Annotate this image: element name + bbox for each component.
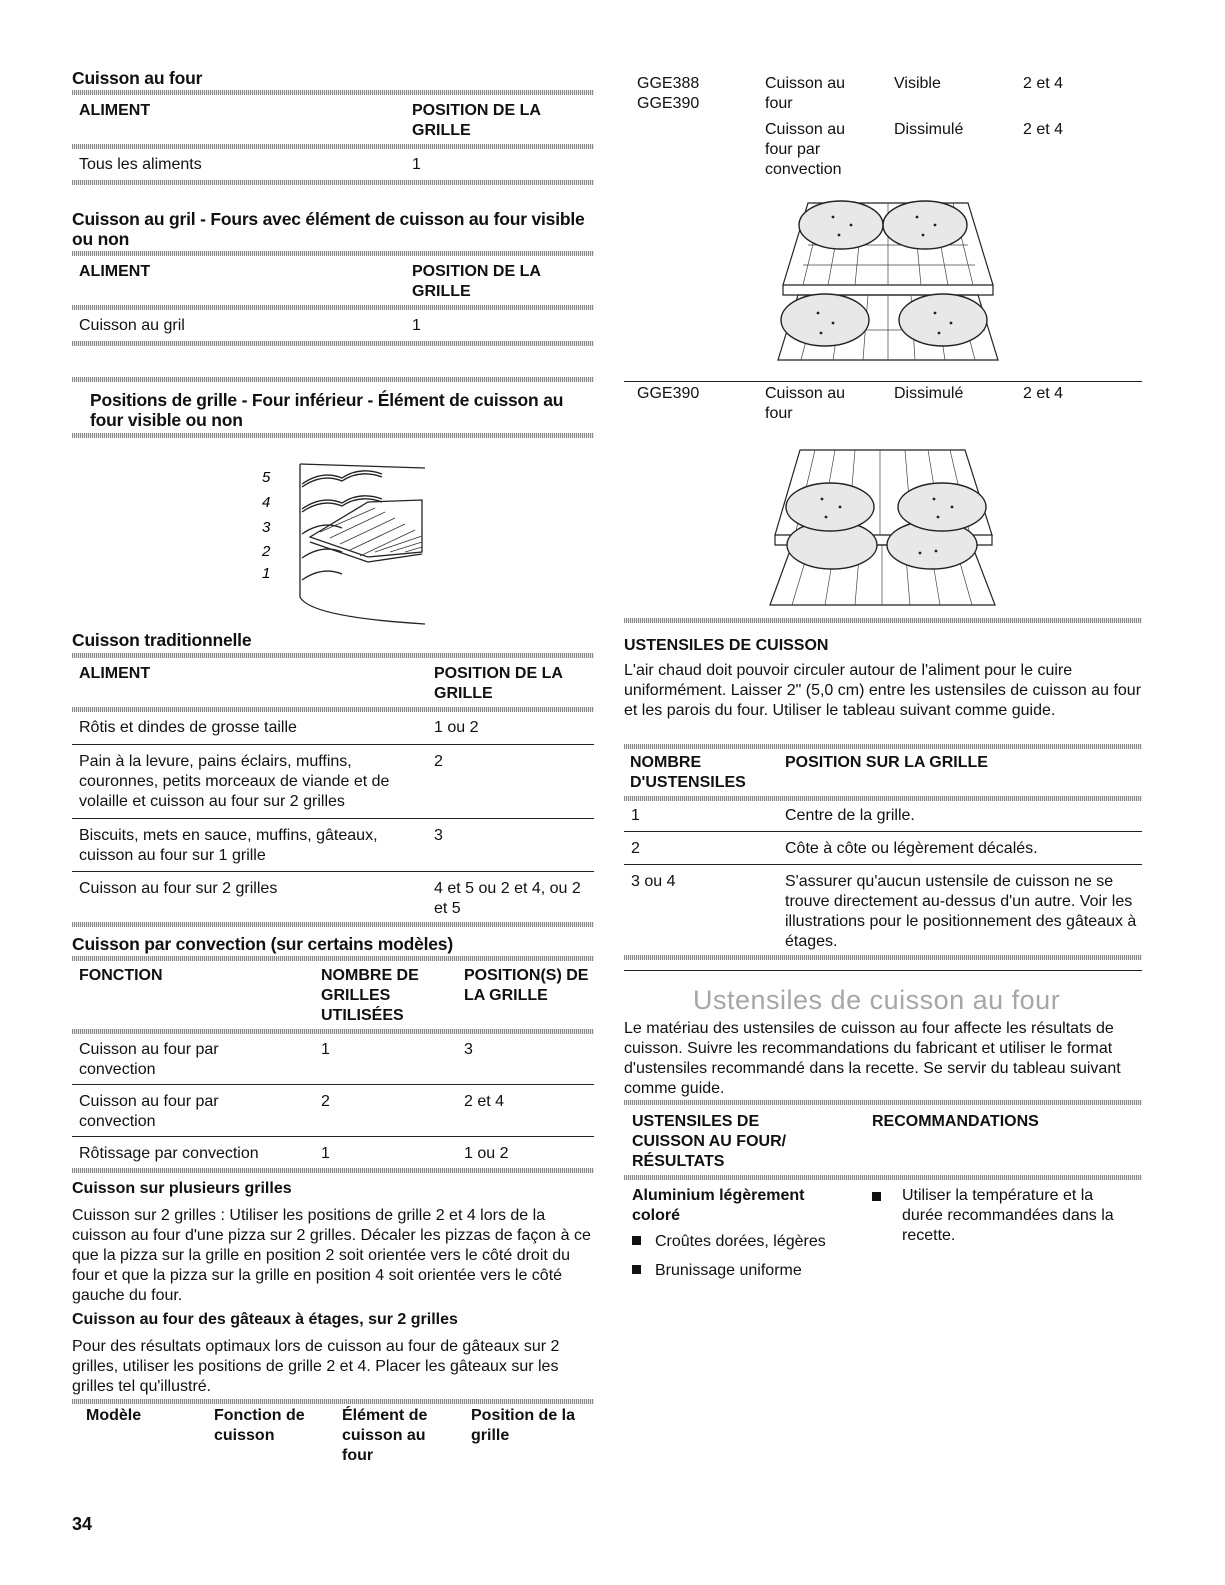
table-cell: 3 bbox=[464, 1041, 473, 1058]
divider bbox=[72, 1168, 594, 1173]
section-title-convection: Cuisson par convection (sur certains modèles) bbox=[72, 934, 453, 954]
divider bbox=[72, 956, 594, 961]
col-header-fonction: FONCTION bbox=[79, 967, 163, 984]
section-title-cuisson-au-four: Cuisson au four bbox=[72, 68, 203, 88]
row-rule bbox=[624, 970, 1142, 971]
table-cell: 3 bbox=[434, 827, 443, 844]
rack-positions-illustration bbox=[250, 452, 430, 627]
col-header-position: Position de la grille bbox=[471, 1407, 576, 1444]
table-cell: 1 bbox=[412, 156, 421, 173]
divider bbox=[72, 90, 594, 95]
row-rule bbox=[72, 818, 594, 819]
table-cell: Dissimulé bbox=[894, 121, 964, 138]
row-rule bbox=[72, 1136, 594, 1137]
table-cell: 1 ou 2 bbox=[464, 1145, 509, 1162]
row-rule bbox=[72, 1084, 594, 1085]
table-cell: Côte à côte ou légèrement décalés. bbox=[785, 840, 1038, 857]
divider bbox=[624, 796, 1142, 801]
table-cell: Pain à la levure, pains éclairs, muffins, couronnes, petits morceaux de viande et de volaille et cuisson au four sur 2 grilles bbox=[79, 753, 390, 810]
table-cell: Rôtissage par convection bbox=[79, 1145, 259, 1162]
section-title-traditionnelle: Cuisson traditionnelle bbox=[72, 630, 252, 650]
divider bbox=[624, 955, 1142, 960]
table-cell: Cuisson au gril bbox=[79, 317, 185, 334]
divider bbox=[72, 377, 594, 382]
page-number: 34 bbox=[72, 1514, 93, 1534]
table-cell: Tous les aliments bbox=[79, 156, 202, 173]
paragraph: Pour des résultats optimaux lors de cuisson au four de gâteaux sur 2 grilles, utiliser les positions de grille 2 et 4. Placer les gâteaux sur les grilles tel qu'illustré. bbox=[72, 1338, 560, 1395]
subsection-title-gateaux: Cuisson au four des gâteaux à étages, sur 2 grilles bbox=[72, 1311, 458, 1328]
table-cell: 1 bbox=[412, 317, 421, 334]
divider bbox=[72, 433, 594, 438]
bullet-icon bbox=[632, 1236, 641, 1245]
divider bbox=[72, 341, 594, 346]
table-cell: 3 ou 4 bbox=[631, 873, 676, 890]
section-title-gril: Cuisson au gril - Fours avec élément de cuisson au four visible ou non bbox=[72, 209, 585, 249]
divider bbox=[72, 653, 594, 658]
col-header-nombre: NOMBRE D'USTENSILES bbox=[630, 754, 746, 791]
table-cell: 1 ou 2 bbox=[434, 719, 479, 736]
divider bbox=[624, 618, 1142, 623]
divider bbox=[624, 1175, 1142, 1180]
paragraph: Cuisson sur 2 grilles : Utiliser les positions de grille 2 et 4 lors de la cuisson au four d'une pizza sur 2 grilles. Décaler les pizzas de façon à ce que la pizza sur la grille en position 2 soit orientée vers le côté droit du four et que la pizza sur la grille en position 4 soit orientée vers le côté gauche du four. bbox=[72, 1207, 591, 1304]
divider bbox=[72, 180, 594, 185]
divider bbox=[72, 305, 594, 310]
row-rule bbox=[72, 871, 594, 872]
row-rule bbox=[72, 744, 594, 745]
divider bbox=[72, 1399, 594, 1404]
table-cell: 2 bbox=[434, 753, 443, 770]
table-cell: 2 et 4 bbox=[1023, 75, 1064, 92]
divider bbox=[72, 144, 594, 149]
paragraph: Le matériau des ustensiles de cuisson au four affecte les résultats de cuisson. Suivre les recommandations du fabricant et utiliser le format d'ustensiles recommandé dans la recette. Se servir du tableau suivant comme guide. bbox=[624, 1020, 1121, 1097]
row-rule bbox=[624, 864, 1142, 865]
divider bbox=[72, 1029, 594, 1034]
cake-rack-illustration-bake bbox=[760, 445, 1000, 610]
divider bbox=[624, 1100, 1142, 1105]
list-item-text: Brunissage uniforme bbox=[655, 1262, 802, 1279]
col-header-aliment: ALIMENT bbox=[79, 665, 151, 682]
table-cell: 2 bbox=[321, 1093, 330, 1110]
divider bbox=[72, 707, 594, 712]
table-cell: 4 et 5 ou 2 et 4, ou 2 et 5 bbox=[434, 880, 581, 917]
col-header-modele: Modèle bbox=[86, 1407, 142, 1424]
bullet-icon bbox=[632, 1265, 641, 1274]
table-cell: Cuisson au four par convection bbox=[765, 121, 846, 178]
table-cell: 2 et 4 bbox=[464, 1093, 505, 1110]
table-cell: 2 et 4 bbox=[1023, 121, 1064, 138]
col-header-nombre: NOMBRE DE GRILLES UTILISÉES bbox=[321, 967, 419, 1024]
rack-label-2: 2 bbox=[262, 543, 271, 560]
table-cell: 1 bbox=[321, 1041, 330, 1058]
col-header-position: POSITION SUR LA GRILLE bbox=[785, 754, 988, 771]
table-cell: Visible bbox=[894, 75, 941, 92]
col-header-element: Élément de cuisson au four bbox=[342, 1407, 428, 1464]
divider bbox=[624, 744, 1142, 749]
table-cell: Cuisson au four par convection bbox=[79, 1093, 219, 1130]
section-title-ustensiles: USTENSILES DE CUISSON bbox=[624, 637, 829, 654]
col-header-position: POSITION DE LA GRILLE bbox=[412, 102, 541, 139]
section-heading-ustensiles-four: Ustensiles de cuisson au four bbox=[693, 985, 1061, 1015]
list-item bbox=[632, 1261, 802, 1281]
col-header-recommandations: RECOMMANDATIONS bbox=[872, 1113, 1039, 1130]
table-cell: S'assurer qu'aucun ustensile de cuisson ne se trouve directement au-dessus d'un autre. Voir les illustrations pour le positionnement des gâteaux à étages. bbox=[785, 873, 1137, 950]
table-cell: Rôtis et dindes de grosse taille bbox=[79, 719, 297, 736]
divider bbox=[72, 251, 594, 256]
row-rule bbox=[624, 831, 1142, 832]
table-cell: Cuisson au four sur 2 grilles bbox=[79, 880, 278, 897]
row-rule bbox=[624, 381, 1142, 382]
rack-label-5: 5 bbox=[262, 469, 271, 486]
table-cell: 1 bbox=[631, 807, 640, 824]
col-header-fonction: Fonction de cuisson bbox=[214, 1407, 305, 1444]
table-cell: Biscuits, mets en sauce, muffins, gâteaux, cuisson au four sur 1 grille bbox=[79, 827, 378, 864]
rack-label-4: 4 bbox=[262, 494, 271, 511]
cake-rack-illustration-convection bbox=[763, 195, 1008, 375]
col-header-positions: POSITION(S) DE LA GRILLE bbox=[464, 967, 589, 1004]
bullet-icon bbox=[872, 1192, 881, 1201]
table-cell: Cuisson au four par convection bbox=[79, 1041, 219, 1078]
table-cell: Cuisson au four bbox=[765, 75, 846, 112]
divider bbox=[72, 922, 594, 927]
col-header-ustensiles: USTENSILES DE CUISSON AU FOUR/ RÉSULTATS bbox=[632, 1113, 787, 1170]
rack-label-1: 1 bbox=[262, 565, 271, 582]
list-item-text: Croûtes dorées, légères bbox=[655, 1233, 826, 1250]
col-header-position: POSITION DE LA GRILLE bbox=[434, 665, 563, 702]
table-cell: Cuisson au four bbox=[765, 385, 846, 422]
subsection-title-plusieurs-grilles: Cuisson sur plusieurs grilles bbox=[72, 1180, 292, 1197]
table-cell-item: Aluminium légèrement coloré bbox=[632, 1187, 805, 1224]
col-header-aliment: ALIMENT bbox=[79, 102, 151, 119]
table-cell: Centre de la grille. bbox=[785, 807, 915, 824]
model-cell: GGE390 bbox=[637, 385, 700, 402]
list-item bbox=[872, 1186, 1137, 1246]
table-cell: 1 bbox=[321, 1145, 330, 1162]
model-cell: GGE388 GGE390 bbox=[637, 75, 700, 112]
col-header-position: POSITION DE LA GRILLE bbox=[412, 263, 541, 300]
table-cell: 2 et 4 bbox=[1023, 385, 1064, 402]
rack-label-3: 3 bbox=[262, 519, 271, 536]
list-item-text: Utiliser la température et la durée recommandées dans la recette. bbox=[902, 1187, 1114, 1244]
table-cell: 2 bbox=[631, 840, 640, 857]
section-title-positions: Positions de grille - Four inférieur - Élément de cuisson au four visible ou non bbox=[90, 390, 564, 430]
paragraph: L'air chaud doit pouvoir circuler autour de l'aliment pour le cuire uniformément. Laisser 2" (5,0 cm) entre les ustensiles de cuisson au four et les parois du four. Utiliser le tableau suivant comme guide. bbox=[624, 662, 1142, 719]
col-header-aliment: ALIMENT bbox=[79, 263, 151, 280]
list-item bbox=[632, 1232, 826, 1252]
table-cell: Dissimulé bbox=[894, 385, 964, 402]
